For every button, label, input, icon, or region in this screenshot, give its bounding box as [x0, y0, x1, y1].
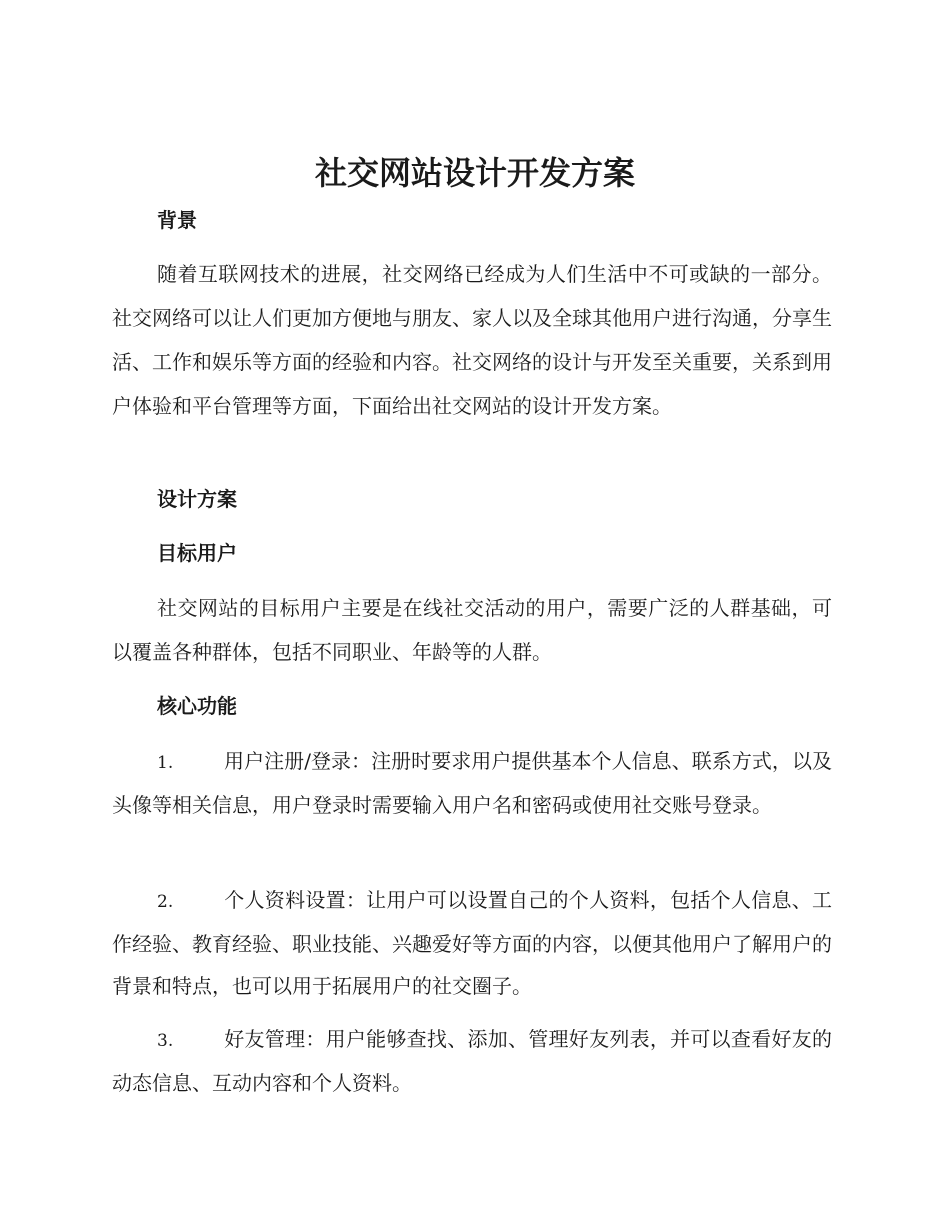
feature-item-3: [112, 1018, 832, 1104]
feature-item-2: [112, 879, 832, 1007]
feature-item-1: [112, 740, 832, 826]
background-paragraph: 随着互联网技术的进展，社交网络已经成为人们生活中不可或缺的一部分。社交网络可以让人们更加方便地与朋友、家人以及全球其他用户进行沟通，分享生活、工作和娱乐等方面的经验和内容。社交网络的设计与开发至关重要，关系到用户体验和平台管理等方面，下面给出社交网站的设计开发方案。: [112, 262, 832, 418]
section-heading-background: 背景: [157, 208, 197, 232]
section-heading-target-users: 目标用户: [157, 541, 237, 565]
feature-number: 1.: [157, 753, 174, 773]
feature-text: 用户注册/登录：注册时要求用户提供基本个人信息、联系方式，以及头像等相关信息，用户登录时需要输入用户名和密码或使用社交账号登录。: [112, 749, 832, 817]
feature-number: 3.: [157, 1031, 174, 1051]
feature-text: 好友管理：用户能够查找、添加、管理好友列表，并可以查看好友的动态信息、互动内容和个人资料。: [112, 1027, 832, 1095]
feature-number: 2.: [157, 892, 174, 912]
feature-text: 个人资料设置：让用户可以设置自己的个人资料，包括个人信息、工作经验、教育经验、职业技能、兴趣爱好等方面的内容，以便其他用户了解用户的背景和特点，也可以用于拓展用户的社交圈子。: [112, 888, 832, 998]
section-heading-core-features: 核心功能: [157, 694, 237, 718]
section-heading-design: 设计方案: [157, 487, 237, 511]
target-users-paragraph: 社交网站的目标用户主要是在线社交活动的用户，需要广泛的人群基础，可以覆盖各种群体，包括不同职业、年龄等的人群。: [112, 596, 832, 664]
document-title: 社交网站设计开发方案: [314, 154, 635, 192]
